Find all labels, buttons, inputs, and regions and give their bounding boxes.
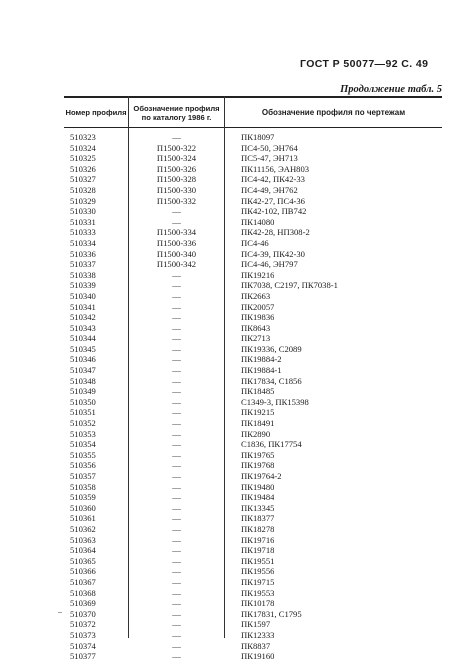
table-row: [64, 302, 442, 313]
table-continuation-label: Продолжение табл. 5: [340, 84, 442, 95]
table-cell-drawing-designation: ПК8643: [241, 322, 271, 333]
table-row: [64, 439, 442, 450]
table-cell-drawing-designation: ПК1597: [241, 619, 271, 630]
table-cell-catalog-designation: —: [172, 206, 181, 217]
table-cell-catalog-designation: —: [172, 651, 181, 662]
table-row: [64, 460, 442, 471]
table-row: [64, 524, 442, 535]
table-row: [64, 333, 442, 344]
table-cell-profile-number: 510346: [70, 354, 96, 365]
table-cell-drawing-designation: ПК8837: [241, 640, 271, 651]
table-cell-drawing-designation: ПК19553: [241, 587, 275, 598]
table-row: [64, 471, 442, 482]
table-cell-catalog-designation: П1500-326: [156, 163, 197, 174]
table-row: [64, 270, 442, 281]
column-header-profile-number: Номер профиля: [65, 108, 127, 117]
table-cell-catalog-designation: —: [172, 132, 181, 142]
table-row: [64, 407, 442, 418]
table-cell-profile-number: 510357: [70, 471, 96, 481]
table-row: [64, 323, 442, 334]
table-cell-catalog-designation: —: [172, 428, 181, 439]
table-cell-drawing-designation: ПК42-28, НП308-2: [241, 227, 310, 238]
table-cell-drawing-designation: С1349-3, ПК15398: [241, 396, 309, 407]
table-cell-drawing-designation: ПК17831, С1795: [241, 608, 302, 619]
table-cell-profile-number: 510331: [70, 216, 96, 227]
table-header-rule: [64, 127, 442, 128]
table-cell-catalog-designation: —: [172, 566, 181, 577]
table-cell-profile-number: 510355: [70, 449, 96, 460]
table-cell-drawing-designation: ПК42-27, ПС4-36: [241, 195, 305, 206]
table-cell-profile-number: 510367: [70, 576, 96, 587]
table-cell-drawing-designation: ПК19551: [241, 555, 275, 566]
table-row: [64, 132, 442, 143]
table-row: [64, 280, 442, 291]
table-cell-profile-number: 510361: [70, 513, 96, 524]
table-row: [64, 513, 442, 524]
table-row: [64, 312, 442, 323]
table-cell-profile-number: 510337: [70, 259, 96, 270]
table-cell-drawing-designation: ПК19884-2: [241, 354, 282, 365]
table-cell-profile-number: 510370: [70, 608, 96, 619]
table-row: [64, 651, 442, 662]
profile-table: [64, 96, 442, 662]
table-cell-catalog-designation: —: [172, 460, 181, 471]
table-cell-catalog-designation: —: [172, 555, 181, 566]
table-row: [64, 291, 442, 302]
table-row: [64, 174, 442, 185]
table-cell-drawing-designation: ПК12333: [241, 629, 275, 640]
table-cell-profile-number: 510365: [70, 555, 96, 566]
table-row: [64, 588, 442, 599]
table-cell-drawing-designation: ПС4-46: [241, 237, 269, 248]
table-cell-profile-number: 510333: [70, 227, 96, 238]
table-cell-profile-number: 510362: [70, 523, 96, 534]
table-row: [64, 376, 442, 387]
table-cell-drawing-designation: ПС4-39, ПК42-30: [241, 248, 305, 259]
table-row: [64, 492, 442, 503]
table-cell-catalog-designation: П1500-322: [156, 142, 197, 153]
table-cell-drawing-designation: ПК19718: [241, 545, 275, 556]
table-row: [64, 153, 442, 164]
table-cell-catalog-designation: —: [172, 629, 181, 640]
table-cell-profile-number: 510363: [70, 534, 96, 545]
table-cell-drawing-designation: ПК11156, ЭАН803: [241, 163, 310, 174]
table-cell-catalog-designation: —: [172, 322, 181, 333]
table-cell-profile-number: 510339: [70, 280, 96, 291]
table-cell-catalog-designation: —: [172, 354, 181, 365]
table-cell-catalog-designation: П1500-324: [156, 153, 197, 164]
table-row: [64, 418, 442, 429]
table-cell-drawing-designation: ПК19836: [241, 312, 275, 323]
table-row: [64, 386, 442, 397]
table-cell-catalog-designation: —: [172, 439, 181, 450]
table-cell-catalog-designation: —: [172, 301, 181, 312]
table-row: [64, 227, 442, 238]
table-row: [64, 397, 442, 408]
table-cell-profile-number: 510366: [70, 566, 96, 577]
table-cell-catalog-designation: —: [172, 396, 181, 407]
table-cell-catalog-designation: —: [172, 587, 181, 598]
table-row: [64, 577, 442, 588]
column-header-drawing-designation: Обозначение профиля по чертежам: [261, 108, 406, 117]
table-cell-profile-number: 510359: [70, 492, 96, 503]
table-cell-catalog-designation: —: [172, 407, 181, 418]
table-cell-catalog-designation: —: [172, 513, 181, 524]
table-body: [64, 132, 442, 662]
table-row: [64, 482, 442, 493]
table-row: [64, 259, 442, 270]
table-cell-catalog-designation: —: [172, 280, 181, 291]
table-cell-profile-number: 510360: [70, 502, 96, 513]
table-cell-drawing-designation: ПК19765: [241, 449, 275, 460]
table-cell-drawing-designation: ПК19884-1: [241, 365, 282, 376]
table-cell-profile-number: 510354: [70, 439, 96, 450]
table-cell-profile-number: 510330: [70, 206, 96, 217]
table-cell-profile-number: 510336: [70, 248, 96, 259]
table-cell-drawing-designation: ПК13345: [241, 502, 275, 513]
table-cell-profile-number: 510325: [70, 153, 96, 164]
table-cell-profile-number: 510368: [70, 587, 96, 598]
table-cell-drawing-designation: ПК19215: [241, 407, 275, 418]
table-cell-drawing-designation: ПК14080: [241, 216, 275, 227]
table-row: [64, 429, 442, 440]
column-header-catalog-designation: Обозначение профиля по каталогу 1986 г.: [133, 103, 220, 122]
table-cell-profile-number: 510341: [70, 301, 96, 312]
table-cell-catalog-designation: —: [172, 365, 181, 376]
table-cell-catalog-designation: П1500-336: [156, 237, 197, 248]
table-row: [64, 344, 442, 355]
table-cell-profile-number: 510350: [70, 396, 96, 407]
table-row: [64, 238, 442, 249]
table-row: [64, 630, 442, 641]
table-cell-catalog-designation: —: [172, 576, 181, 587]
table-cell-drawing-designation: ПК2663: [241, 290, 271, 301]
table-row: [64, 185, 442, 196]
table-cell-drawing-designation: С1836, ПК17754: [241, 439, 302, 450]
table-row: [64, 619, 442, 630]
table-row: [64, 365, 442, 376]
table-cell-catalog-designation: П1500-340: [156, 248, 197, 259]
table-row: [64, 217, 442, 228]
table-cell-profile-number: 510356: [70, 460, 96, 471]
table-cell-drawing-designation: ПС5-47, ЭН713: [241, 153, 298, 164]
table-cell-drawing-designation: ПК19484: [241, 492, 275, 503]
table-cell-profile-number: 510348: [70, 375, 96, 386]
table-cell-drawing-designation: ПК18097: [241, 132, 275, 142]
table-cell-profile-number: 510377: [70, 651, 96, 662]
table-cell-profile-number: 510352: [70, 418, 96, 429]
table-row: [64, 641, 442, 652]
table-cell-catalog-designation: —: [172, 418, 181, 429]
table-row: [64, 545, 442, 556]
table-cell-drawing-designation: ПК19480: [241, 481, 275, 492]
table-cell-profile-number: 510326: [70, 163, 96, 174]
table-cell-catalog-designation: —: [172, 471, 181, 481]
table-cell-drawing-designation: ПК18377: [241, 513, 275, 524]
table-cell-drawing-designation: ПК19764-2: [241, 471, 282, 481]
table-cell-drawing-designation: ПС4-42, ПК42-33: [241, 174, 305, 185]
table-cell-profile-number: 510351: [70, 407, 96, 418]
table-row: [64, 598, 442, 609]
table-cell-drawing-designation: ПС4-46, ЭН797: [241, 259, 298, 270]
table-cell-profile-number: 510334: [70, 237, 96, 248]
table-cell-catalog-designation: —: [172, 343, 181, 354]
table-cell-drawing-designation: ПС4-50, ЭН764: [241, 142, 298, 153]
table-cell-catalog-designation: —: [172, 619, 181, 630]
table-row: [64, 206, 442, 217]
table-cell-catalog-designation: —: [172, 502, 181, 513]
table-cell-catalog-designation: П1500-334: [156, 227, 197, 238]
table-cell-drawing-designation: ПК19715: [241, 576, 275, 587]
table-cell-catalog-designation: —: [172, 375, 181, 386]
table-row: [64, 503, 442, 514]
table-cell-catalog-designation: —: [172, 312, 181, 323]
table-cell-catalog-designation: —: [172, 269, 181, 280]
table-cell-profile-number: 510340: [70, 290, 96, 301]
table-cell-profile-number: 510327: [70, 174, 96, 185]
table-cell-drawing-designation: ПК7038, С2197, ПК7038-1: [241, 280, 338, 291]
table-cell-profile-number: 510374: [70, 640, 96, 651]
table-cell-drawing-designation: ПК19768: [241, 460, 275, 471]
page-header: ГОСТ Р 50077—92 С. 49: [300, 58, 429, 70]
table-cell-drawing-designation: ПК42-102, ПВ742: [241, 206, 307, 217]
table-cell-drawing-designation: ПК18491: [241, 418, 275, 429]
table-cell-drawing-designation: ПК10178: [241, 598, 275, 609]
table-cell-drawing-designation: ПК19556: [241, 566, 275, 577]
table-cell-drawing-designation: ПК18485: [241, 386, 275, 397]
margin-mark: –: [58, 607, 62, 616]
table-row: [64, 609, 442, 620]
table-cell-drawing-designation: ПК19160: [241, 651, 275, 662]
table-cell-drawing-designation: ПК18278: [241, 523, 275, 534]
table-cell-catalog-designation: —: [172, 333, 181, 344]
table-cell-profile-number: 510342: [70, 312, 96, 323]
table-cell-catalog-designation: —: [172, 492, 181, 503]
table-cell-drawing-designation: ПК2713: [241, 333, 271, 344]
table-cell-profile-number: 510372: [70, 619, 96, 630]
table-cell-catalog-designation: П1500-342: [156, 259, 197, 270]
table-cell-catalog-designation: —: [172, 534, 181, 545]
table-cell-profile-number: 510324: [70, 142, 96, 153]
table-cell-profile-number: 510338: [70, 269, 96, 280]
table-cell-catalog-designation: —: [172, 481, 181, 492]
table-cell-profile-number: 510345: [70, 343, 96, 354]
table-cell-profile-number: 510353: [70, 428, 96, 439]
table-cell-profile-number: 510349: [70, 386, 96, 397]
table-cell-profile-number: 510329: [70, 195, 96, 206]
table-cell-profile-number: 510328: [70, 184, 96, 195]
table-cell-profile-number: 510369: [70, 598, 96, 609]
table-cell-catalog-designation: —: [172, 545, 181, 556]
table-cell-profile-number: 510323: [70, 132, 96, 142]
table-cell-profile-number: 510344: [70, 333, 96, 344]
table-row: [64, 450, 442, 461]
table-cell-catalog-designation: —: [172, 608, 181, 619]
table-cell-catalog-designation: П1500-328: [156, 174, 197, 185]
table-cell-catalog-designation: —: [172, 640, 181, 651]
table-cell-drawing-designation: ПК17834, С1856: [241, 375, 302, 386]
table-row: [64, 143, 442, 154]
table-cell-catalog-designation: —: [172, 216, 181, 227]
table-cell-drawing-designation: ПК19336, С2089: [241, 343, 302, 354]
table-cell-drawing-designation: ПК19216: [241, 269, 275, 280]
table-cell-profile-number: 510358: [70, 481, 96, 492]
table-cell-drawing-designation: ПК2890: [241, 428, 271, 439]
table-row: [64, 249, 442, 260]
table-cell-catalog-designation: П1500-332: [156, 195, 197, 206]
table-row: [64, 566, 442, 577]
table-row: [64, 354, 442, 365]
table-row: [64, 535, 442, 546]
table-cell-drawing-designation: ПС4-49, ЭН762: [241, 184, 298, 195]
table-cell-drawing-designation: ПК19716: [241, 534, 275, 545]
table-cell-catalog-designation: П1500-330: [156, 184, 197, 195]
table-cell-catalog-designation: —: [172, 449, 181, 460]
table-cell-catalog-designation: —: [172, 598, 181, 609]
table-cell-catalog-designation: —: [172, 523, 181, 534]
table-cell-profile-number: 510347: [70, 365, 96, 376]
table-cell-catalog-designation: —: [172, 386, 181, 397]
table-cell-profile-number: 510343: [70, 322, 96, 333]
table-row: [64, 196, 442, 207]
table-row: [64, 164, 442, 175]
table-cell-profile-number: 510364: [70, 545, 96, 556]
table-row: [64, 556, 442, 567]
table-cell-catalog-designation: —: [172, 290, 181, 301]
table-cell-profile-number: 510373: [70, 629, 96, 640]
table-cell-drawing-designation: ПК20057: [241, 301, 275, 312]
